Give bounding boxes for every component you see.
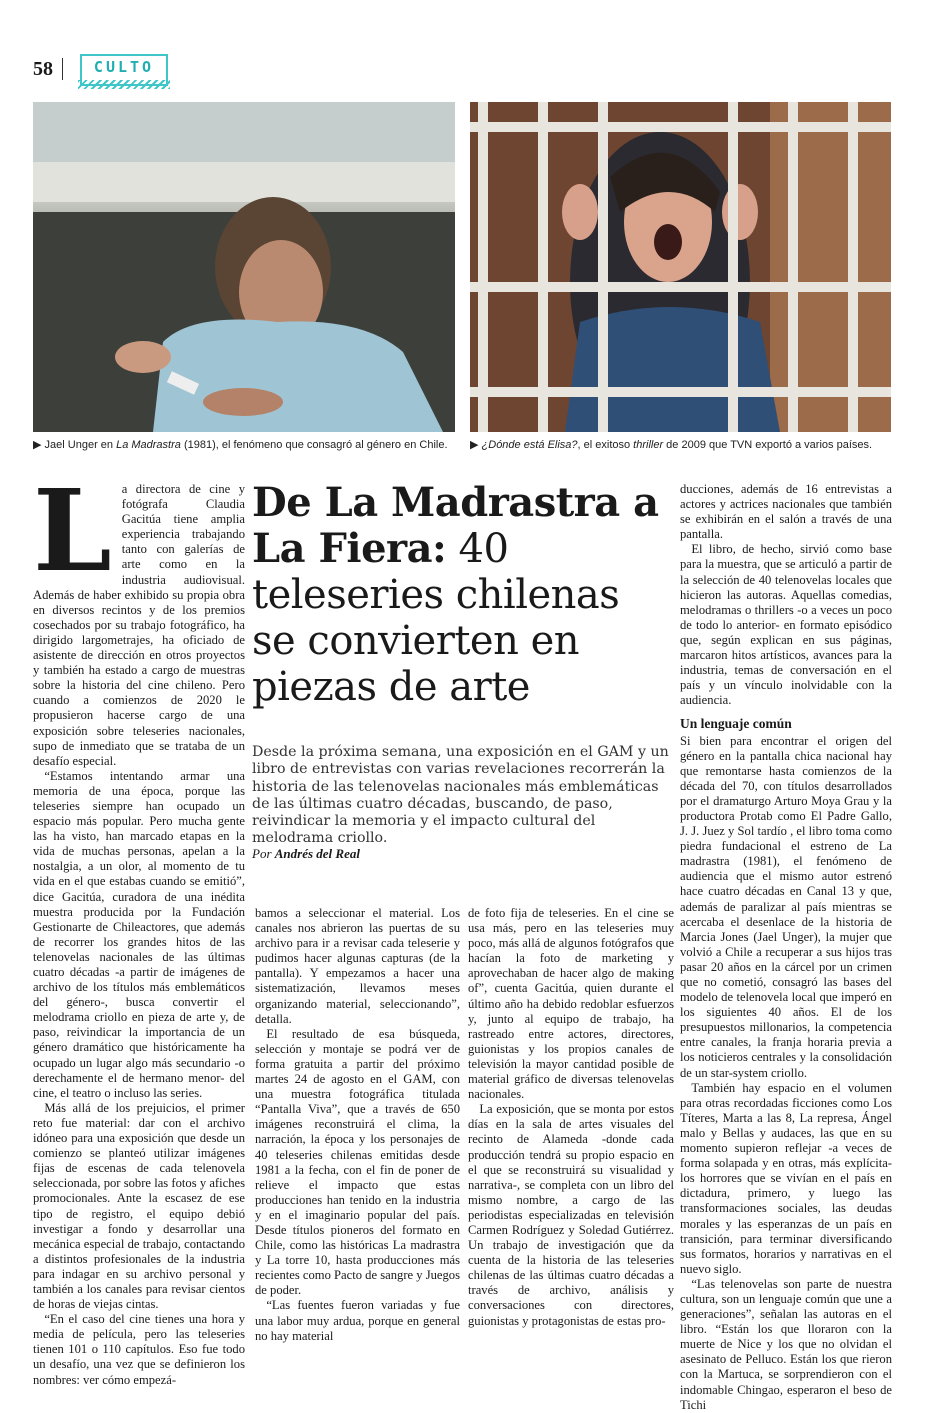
paragraph: Más allá de los prejuicios, el primer reto fue material: dar con el archivo idóneo para una exposición que desde un comienzo se planteó utilizar imágenes fijas de escenas de cada telenovela seleccionada, por sobre las fotos y afiches promocionales. Ante la escasez de ese tipo de registro, el equipo debió investigar a fondo y desarrollar una mecánica especial de trabajo, contactando a distintos profesionales de la industria para indagar en su archivo personal y también a los canales para revisar cientos de horas de viejas cintas. <box>33 1100 245 1312</box>
drop-cap: L <box>33 466 112 597</box>
subheading: Un lenguaje común <box>680 716 792 732</box>
caption-arrow-icon: ▶ <box>33 439 42 451</box>
paragraph: El libro, de hecho, sirvió como base para la muestra, que se articuló a partir de la selección de 40 telenovelas locales que hicieron las autoras. Aquellas comedias, melodramas o thrillers -o a veces un poco de todo lo anterior- en formato episódico que, según explican en sus páginas, marcaron hitos artísticos, avances para la industria, temas de conversación en el país y un vínculo inolvidable con la audiencia. <box>680 542 892 708</box>
paragraph: bamos a seleccionar el material. Los canales nos abrieron las puertas de su archivo para ir a revisar cada teleserie y pudimos hacer algunas capturas (de la pantalla). Y empezamos a hacer una sistematización, llevamos meses organizando material, seleccionando”, detalla. <box>255 906 460 1026</box>
article-column-3 <box>468 906 674 1328</box>
paragraph: de foto fija de teleseries. En el cine se usa más, pero en las teleseries muy poco, más allá de algunos fotógrafos que hacían la foto de marketing y aprovechaban de hacer algo de making of”, cuenta Gacitúa, quien durante el último año ha debido redoblar esfuerzos y, junto al equipo de trabajo, ha rastreado entre actores, directores, guionistas y los propios canales de televisión la mayor cantidad posible de material gráfico de diversas telenovelas nacionales. <box>468 906 674 1102</box>
paragraph: La exposición, que se monta por estos días en la sala de artes visuales del recinto de Alameda -donde cada producción tendrá su propio espacio en el que se reconstruirá su visualidad y narrativa-, se completa con un libro del mismo nombre, a cargo de las periodistas especializadas en televisión Carmen Rodríguez y Soledad Gutiérrez. Un trabajo de investigación que da cuenta de la historia de las teleseries chilenas de las últimas cuatro décadas a través de archivo, análisis y conversaciones con directores, guionistas y protagonistas de estas pro- <box>468 1102 674 1328</box>
paragraph: ducciones, además de 16 entrevistas a actores y actrices nacionales que también se exhibirán en el salón a través de una pantalla. <box>680 482 892 542</box>
paragraph: “Las fuentes fueron variadas y fue una labor muy ardua, porque en general no hay material <box>255 1298 460 1343</box>
paragraph: “En el caso del cine tienes una hora y media de película, pero las teleseries tienen 101 o 110 capítulos. Eso fue todo un desafío, una vez que se definieron los nombres: ver cómo empezá- <box>33 1312 245 1387</box>
photo-jael-unger <box>33 102 455 432</box>
paragraph: “Estamos intentando armar una memoria de una época, porque las teleseries siempre han ocupado un espacio más popular. Pero mucha gente las ha visto, han marcado etapas en la vida de muchas personas, apelan a la nostalgia, a un olor, al momento de tu vida en el que estabas cuando se emitió”, dice Gacitúa, curadora de una inédita muestra producida por la Fundación Gestionarte de Chileactores, que además de recorrer los grandes hitos de las telenovelas nacionales de las últimas cuatro décadas -a partir de imágenes de archivo de los títulos más emblemáticos del género-, busca convertir el melodrama criollo en pieza de arte y, de paso, reivindicar la importancia de un género dramático que históricamente ha ocupado un lugar algo más secundario -o derechamente el de hermano menor- del cine, el teatro o incluso las series. <box>33 768 245 1100</box>
page-number: 58 <box>33 58 53 80</box>
photo-caption: ▶ ¿Dónde está Elisa?, el exitoso thriller de 2009 que TVN exportó a varios países. <box>470 439 873 451</box>
paragraph: “Las telenovelas son parte de nuestra cultura, son un lenguaje común que une a generaciones”, señalan las autoras en el libro. “Están los que lloraron con la muerte de Nice y los que no olvidan el asesinato de Pelluco. Están los que rieron con la Martuca, se sorprendieron con el indomable Chingao, esperaron el beso de Tichi <box>680 1276 892 1412</box>
paragraph: El resultado de esa búsqueda, selección y montaje se podrá ver de forma gratuita a partir del próximo martes 24 de agosto en el GAM, con una muestra fotográfica titulada “Pantalla Viva”, que a través de 650 imágenes reconstruirá el clima, la narración, la época y los personajes de 40 teleseries chilenas emitidas desde 1981 a la fecha, con el fin de poner de relieve el impacto que estas producciones han tenido en la industria y en el imaginario popular del país. Desde títulos pioneros del formato en Chile, como las históricas La madrastra y La torre 10, hasta producciones más recientes como Pacto de sangre y Juegos de poder. <box>255 1026 460 1298</box>
article-column-4 <box>680 482 892 1412</box>
byline: Por Andrés del Real <box>252 846 360 861</box>
photo-donde-esta-elisa <box>470 102 891 432</box>
paragraph: Si bien para encontrar el origen del género en la pantalla chica nacional hay que remontarse hasta comienzos de la década del 70, con títulos desarrollados por el dramaturgo Arturo Moya Grau y la productora Protab como El Padre Gallo, J. J. Juez y Sol tardío , el libro toma como piedra fundacional el estreno de La madrastra (1981), el fenómeno de audiencia que el mismo autor estrenó hace cuatro décadas en Canal 13 y que, además de paralizar al país mientras se acercaba el desenlace de la historia de Marcia Jones (Jael Unger), la mujer que volvió a Chile a recuperar a sus hijos tras pasar 20 años en la cárcel por un crimen que no cometió, consagró las bases del modelo de telenovela local que imperó en los siguientes 40 años. El de los presupuestos millonarios, la competencia entre canales, la franja horaria previa a los noticieros centrales y la consolidación de un star-system criollo. <box>680 733 892 1080</box>
photo-caption: ▶ Jael Unger en La Madrastra (1981), el fenómeno que consagró al género en Chile. <box>33 439 448 451</box>
article-column-1 <box>33 466 245 1387</box>
paragraph: También hay espacio en el volumen para otras recordadas ficciones como Los Títeres, Marta a las 8, La represa, Ángel malo y Bellas y audaces, las que en su momento supieron reflejar -a veces de forma solapada y en otras, más explícita- los horrores que se vivían en el país en dictadura, primero, y luego las transformaciones sociales, las deudas morales y las esperanzas de un país en transición, para terminar diversificando sus formatos, horarios y narrativas en el nuevo siglo. <box>680 1080 892 1276</box>
section-tag: CULTO <box>93 58 155 76</box>
dek: Desde la próxima semana, una exposición en el GAM y un libro de entrevistas con varias revelaciones recorrerán la historia de las telenovelas nacionales más emblemáticas de las últimas cuatro décadas, buscando, de paso, reivindicar la memoria y el impacto cultural del melodrama criollo. <box>252 744 669 847</box>
caption-arrow-icon: ▶ <box>470 439 479 451</box>
headline: De La Madrastra a La Fiera: 40 teleseries chilenas se convierten en piezas de arte <box>252 479 659 710</box>
article-column-2 <box>255 906 460 1343</box>
header-divider <box>62 58 63 80</box>
paragraph: a directora de cine y fotógrafa Claudia Gacitúa tiene amplia experiencia trabajando tanto con galerías de arte como en la industria audiovisual. Además de haber exhibido su propia obra en diversos recintos y de los premios cosechados por su trabajo fotográfico, ha dirigido largometrajes, ha oficiado de asistente de dirección en otros proyectos y también ha estado a cargo de muestras sobre la historia del cine chileno. Pero cuando a comienzos de 2020 le propusieron hacerse cargo de una exposición sobre teleseries nacionales, supo de inmediato que se trataba de un desafío especial. <box>33 482 245 768</box>
